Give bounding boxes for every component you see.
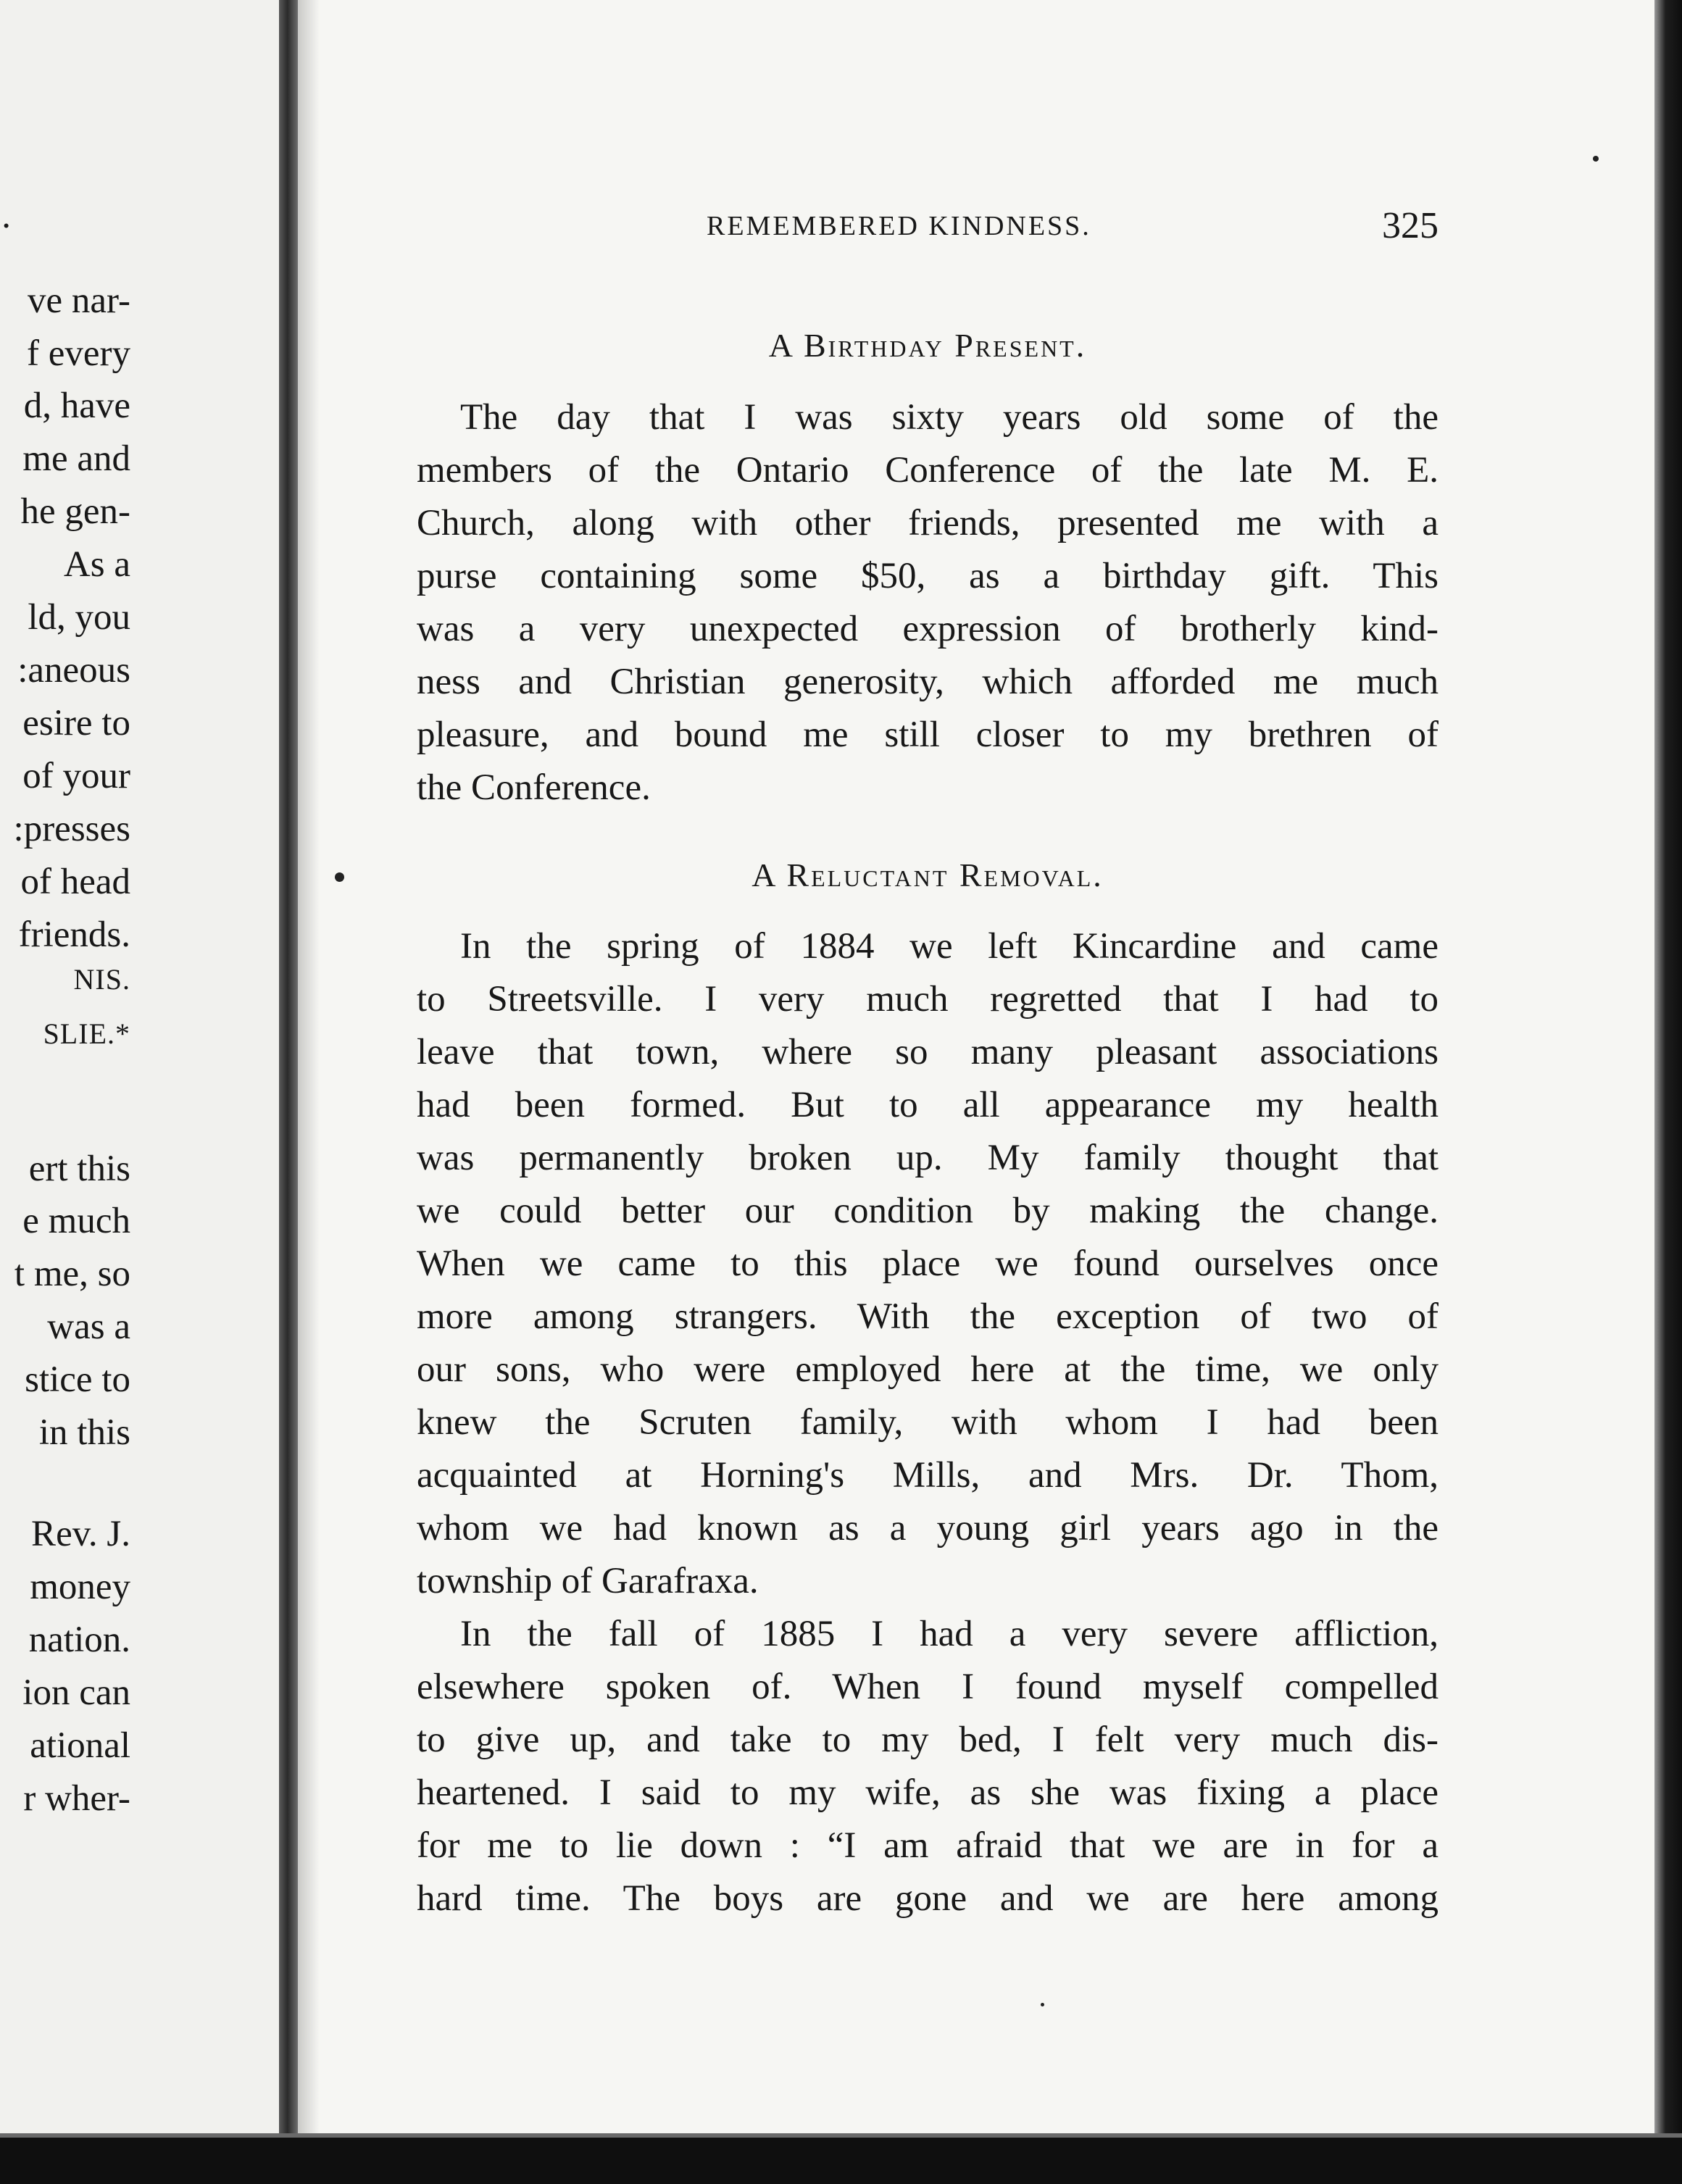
running-head: REMEMBERED KINDNESS. [707, 211, 1091, 241]
paragraph-line: In the spring of 1884 we left Kincardine and came [460, 926, 1439, 967]
left-fragment-line: of head [20, 862, 130, 902]
left-fragment-line: :presses [13, 809, 130, 849]
left-fragment-line: ve nar- [28, 280, 130, 321]
left-fragment-line: As a [63, 544, 130, 585]
previous-page-fragment [0, 0, 279, 2138]
paragraph-line: heartened. I said to my wife, as she was fixing a place [417, 1772, 1439, 1813]
paragraph-line: township of Garafraxa. [417, 1561, 759, 1601]
left-fragment-line: money [30, 1567, 130, 1607]
left-fragment-signature: SLIE.* [43, 1017, 130, 1050]
paragraph-line: The day that I was sixty years old some of the [460, 397, 1439, 438]
page-number: 325 [1382, 205, 1439, 246]
paragraph-line: members of the Ontario Conference of the late M. E. [417, 450, 1439, 491]
left-fragment-line: :aneous [17, 650, 130, 691]
paragraph-line: acquainted at Horning's Mills, and Mrs. Dr. Thom, [417, 1455, 1439, 1496]
scan-speck [1041, 2003, 1044, 2006]
page-header [417, 204, 1439, 248]
left-fragment-line: Rev. J. [31, 1514, 130, 1554]
left-fragment-line: was a [47, 1306, 130, 1347]
left-fragment-line: d, have [23, 385, 130, 426]
paragraph-line: pleasure, and bound me still closer to my brethren of [417, 714, 1439, 755]
paragraph-line: had been formed. But to all appearance my health [417, 1085, 1439, 1125]
left-fragment-line: e much [22, 1201, 130, 1241]
left-fragment-line: r wher- [23, 1778, 130, 1819]
left-fragment-line: me and [22, 438, 130, 479]
left-fragment-signature: NIS. [73, 963, 130, 996]
book-gutter [279, 0, 298, 2138]
left-fragment-line: friends. [18, 914, 130, 955]
left-fragment-line: in this [38, 1412, 130, 1453]
left-fragment-line: . [1, 196, 11, 236]
scan-speck [1593, 156, 1599, 162]
left-fragment-line: f every [27, 333, 130, 374]
left-fragment-line: t me, so [14, 1254, 130, 1294]
paragraph-line: we could better our condition by making the change. [417, 1191, 1439, 1231]
scan-speck [335, 872, 344, 882]
paragraph-line: ness and Christian generosity, which afforded me much [417, 662, 1439, 702]
paragraph-line: hard time. The boys are gone and we are here among [417, 1878, 1439, 1919]
gutter-shadow [298, 0, 320, 2138]
left-fragment-line: ert this [28, 1149, 130, 1189]
paragraph-line: knew the Scruten family, with whom I had been [417, 1402, 1439, 1443]
page-right-edge [1654, 0, 1682, 2184]
paragraph-line: leave that town, where so many pleasant associations [417, 1032, 1439, 1072]
paragraph-line: to give up, and take to my bed, I felt very much dis- [417, 1720, 1439, 1760]
left-fragment-line: esire to [22, 703, 130, 743]
scan-bottom-border [0, 2138, 1682, 2184]
paragraph-line: Church, along with other friends, presented me with a [417, 503, 1439, 543]
paragraph-line: elsewhere spoken of. When I found myself compelled [417, 1667, 1439, 1707]
left-fragment-line: of your [22, 756, 130, 796]
paragraph-line: the Conference. [417, 767, 651, 808]
section-heading-reluctant-removal: A Reluctant Removal. [752, 856, 1104, 893]
paragraph-line: In the fall of 1885 I had a very severe affliction, [460, 1614, 1439, 1654]
paragraph-line: was a very unexpected expression of brotherly kind- [417, 609, 1439, 649]
paragraph-line: our sons, who were employed here at the time, we only [417, 1349, 1439, 1390]
paragraph-line: was permanently broken up. My family thought that [417, 1138, 1439, 1178]
paragraph-line: to Streetsville. I very much regretted that I had to [417, 979, 1439, 1020]
paragraph-line: more among strangers. With the exception of two of [417, 1296, 1439, 1337]
left-fragment-line: ion can [22, 1672, 130, 1713]
left-fragment-line: nation. [28, 1620, 130, 1660]
left-fragment-line: stice to [25, 1359, 130, 1400]
left-fragment-line: ld, you [28, 597, 130, 638]
left-fragment-line: ational [30, 1725, 130, 1766]
left-fragment-line: he gen- [20, 491, 130, 532]
paragraph-line: for me to lie down : “I am afraid that we are in for a [417, 1825, 1439, 1866]
paragraph-line: purse containing some $50, as a birthday gift. This [417, 556, 1439, 596]
section-heading-birthday-present: A Birthday Present. [768, 327, 1087, 364]
paragraph-line: whom we had known as a young girl years ago in the [417, 1508, 1439, 1549]
paragraph-line: When we came to this place we found ourselves once [417, 1243, 1439, 1284]
